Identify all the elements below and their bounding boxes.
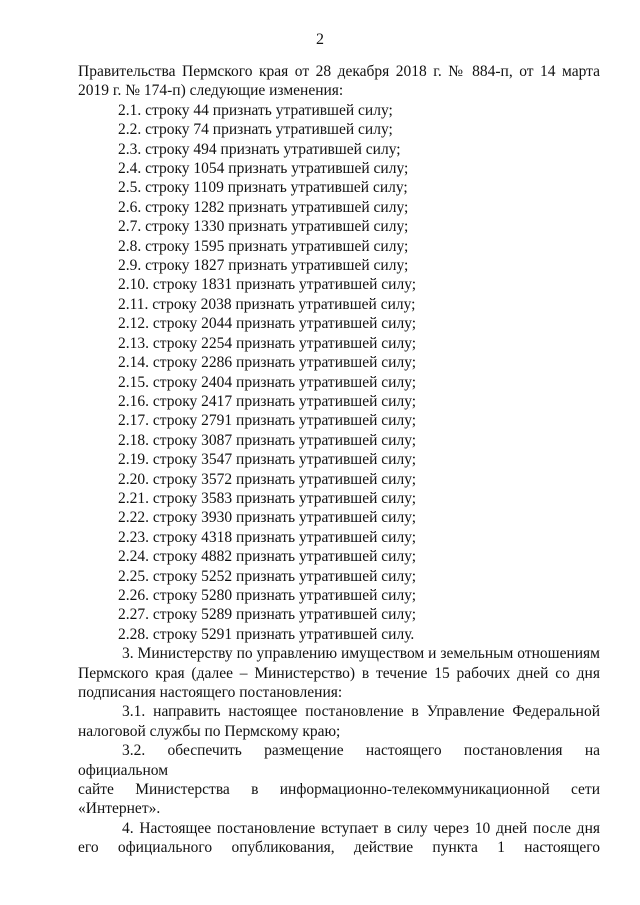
amendments-list xyxy=(78,101,600,644)
list-item: 2.15. строку 2404 признать утратившей силу; xyxy=(118,373,417,391)
list-item: 2.2. строку 74 признать утратившей силу; xyxy=(118,121,393,139)
list-item: 2.14. строку 2286 признать утратившей силу; xyxy=(118,354,417,372)
intro-line-1: Правительства Пермского края от 28 декабря 2018 г. № 884-п, от 14 марта xyxy=(78,63,600,80)
list-item: 2.3. строку 494 признать утратившей силу; xyxy=(118,140,401,158)
paragraph-3-line-1: 3. Министерству по управлению имуществом и земельным отношениям xyxy=(122,645,600,663)
list-item: 2.11. строку 2038 признать утратившей силу; xyxy=(118,295,416,313)
paragraph-3-line-2: Пермского края (далее – Министерство) в течение 15 рабочих дней со дня xyxy=(78,664,600,682)
list-item: 2.18. строку 3087 признать утратившей силу; xyxy=(118,431,417,449)
list-item: 2.21. строку 3583 признать утратившей силу; xyxy=(118,489,417,507)
list-item: 2.24. строку 4882 признать утратившей силу; xyxy=(118,548,417,566)
paragraph-3-2-line-1: 3.2. обеспечить размещение настоящего постановления на официальном xyxy=(78,742,600,779)
list-item: 2.17. строку 2791 признать утратившей силу; xyxy=(118,412,417,430)
list-item: 2.23. строку 4318 признать утратившей силу; xyxy=(118,528,417,546)
list-item: 2.20. строку 3572 признать утратившей силу; xyxy=(118,470,417,488)
list-item: 2.26. строку 5280 признать утратившей силу; xyxy=(118,586,417,604)
list-item: 2.13. строку 2254 признать утратившей силу; xyxy=(118,334,417,352)
paragraph-3-1 xyxy=(78,702,600,741)
list-item: 2.16. строку 2417 признать утратившей силу; xyxy=(118,392,417,410)
page-number: 2 xyxy=(316,31,324,48)
paragraph-3-2-line-2: сайте Министерства в информационно-телекоммуникационной сети xyxy=(78,781,600,799)
paragraph-4 xyxy=(78,819,600,858)
list-item: 2.9. строку 1827 признать утратившей силу; xyxy=(118,257,409,275)
document-body xyxy=(78,62,600,858)
list-item: 2.4. строку 1054 признать утратившей силу; xyxy=(118,160,409,178)
intro-line-2: 2019 г. № 174-п) следующие изменения: xyxy=(78,82,344,100)
list-item: 2.5. строку 1109 признать утратившей силу; xyxy=(118,179,408,197)
list-item: 2.27. строку 5289 признать утратившей силу; xyxy=(118,606,417,624)
list-item: 2.7. строку 1330 признать утратившей силу; xyxy=(118,218,409,236)
paragraph-3-2-line-3: «Интернет». xyxy=(78,800,161,818)
list-item: 2.25. строку 5252 признать утратившей силу; xyxy=(118,567,417,585)
list-item: 2.19. строку 3547 признать утратившей силу; xyxy=(118,451,417,469)
paragraph-3-line-3: подписания настоящего постановления: xyxy=(78,684,343,701)
list-item: 2.8. строку 1595 признать утратившей силу; xyxy=(118,237,409,255)
list-item: 2.28. строку 5291 признать утратившей силу. xyxy=(118,625,415,643)
paragraph-3-1-line-1: 3.1. направить настоящее постановление в Управление Федеральной xyxy=(122,703,600,721)
paragraph-3-2 xyxy=(78,741,600,819)
paragraph-4-line-1: 4. Настоящее постановление вступает в силу через 10 дней после дня xyxy=(122,819,600,837)
paragraph-3-1-line-2: налоговой службы по Пермскому краю; xyxy=(78,722,341,740)
paragraph-4-line-2: его официального опубликования, действие пункта 1 настоящего xyxy=(78,839,600,857)
paragraph-3 xyxy=(78,644,600,702)
list-item: 2.1. строку 44 признать утратившей силу; xyxy=(118,101,393,119)
list-item: 2.22. строку 3930 признать утратившей силу; xyxy=(118,509,417,527)
list-item: 2.10. строку 1831 признать утратившей силу; xyxy=(118,276,417,294)
list-item: 2.6. строку 1282 признать утратившей силу; xyxy=(118,198,409,216)
list-item: 2.12. строку 2044 признать утратившей силу; xyxy=(118,315,417,333)
